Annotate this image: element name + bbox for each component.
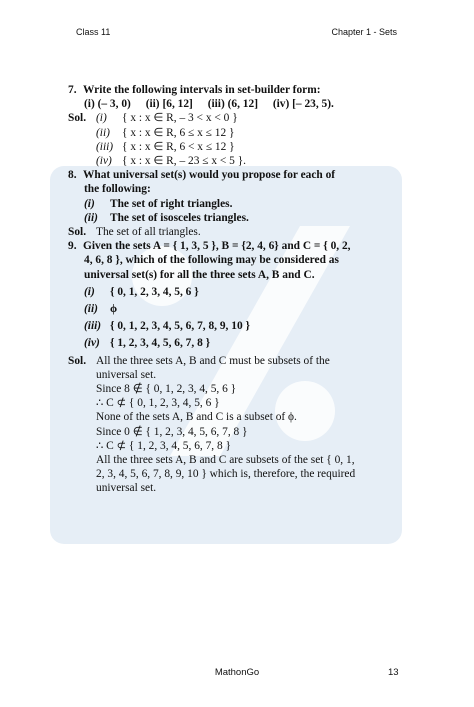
q8-sol-label: Sol. bbox=[68, 226, 87, 239]
q7-answer-label: (i) bbox=[96, 112, 107, 125]
q9-question-line bbox=[68, 253, 408, 267]
q7-question bbox=[68, 83, 408, 97]
q7-text: Write the following intervals in set-builder form: bbox=[83, 84, 321, 96]
q7-solution-line-1 bbox=[68, 111, 408, 125]
q9-solution-line: All the three sets A, B and C are subsets of the set { 0, 1, bbox=[96, 454, 355, 467]
q8-number: 8. bbox=[68, 169, 77, 182]
q8-question-line bbox=[68, 182, 408, 196]
q9-solution-line: 2, 3, 4, 5, 6, 7, 8, 9, 10 } which is, therefore, the required bbox=[96, 468, 356, 481]
q9-part-row bbox=[68, 319, 408, 333]
q9-part-text: { 1, 2, 3, 4, 5, 6, 7, 8 } bbox=[110, 337, 211, 350]
q7-answer-label: (ii) bbox=[96, 126, 110, 139]
q9-text-line: universal set(s) for all the three sets A, B and C. bbox=[84, 268, 315, 281]
q9-question-line bbox=[68, 239, 408, 253]
q9-sol-label: Sol. bbox=[68, 354, 87, 367]
q7-answer-text: { x : x ∈ R, – 3 < x < 0 } bbox=[122, 112, 238, 125]
q9-solution-line: None of the sets A, B and C is a subset of ϕ. bbox=[96, 411, 297, 424]
q9-part-label: (iv) bbox=[84, 337, 100, 350]
page-number: 13 bbox=[388, 667, 399, 678]
header-chapter: Chapter 1 - Sets bbox=[331, 27, 397, 37]
q7-answer-row bbox=[68, 154, 408, 168]
q9-solution-line: universal set. bbox=[96, 482, 157, 495]
q9-text-line: 4, 6, 8 }, which of the following may be considered as bbox=[84, 254, 339, 267]
q8-part-text: The set of right triangles. bbox=[110, 197, 233, 210]
q8-part-text: The set of isosceles triangles. bbox=[110, 211, 249, 224]
q7-option-i: (i) (– 3, 0) bbox=[84, 98, 131, 111]
q8-part-row bbox=[68, 211, 408, 225]
q7-answer-text: { x : x ∈ R, 6 < x ≤ 12 } bbox=[122, 140, 235, 153]
q7-answer-text: { x : x ∈ R, – 23 ≤ x < 5 }. bbox=[122, 155, 247, 168]
q7-sol-label: Sol. bbox=[68, 112, 87, 125]
q8-text-line: the following: bbox=[84, 183, 151, 196]
q7-answer-text: { x : x ∈ R, 6 ≤ x ≤ 12 } bbox=[122, 126, 235, 139]
q7-answer-row bbox=[68, 140, 408, 154]
q8-part-label: (ii) bbox=[84, 211, 98, 224]
q9-part-text: ϕ bbox=[110, 303, 118, 316]
q7-options bbox=[68, 97, 408, 111]
footer-brand: MathonGo bbox=[214, 667, 260, 678]
q9-part-row bbox=[68, 336, 408, 350]
q9-number: 9. bbox=[68, 240, 77, 253]
q7-answer-label: (iv) bbox=[96, 155, 112, 168]
q8-question-line bbox=[68, 168, 408, 182]
document-body bbox=[68, 83, 408, 496]
q9-solution-line: universal set. bbox=[96, 368, 157, 381]
q9-solution-line: ∴ C ⊄ { 1, 2, 3, 4, 5, 6, 7, 8 } bbox=[96, 439, 231, 452]
q9-solution-line bbox=[68, 354, 408, 368]
q9-part-row bbox=[68, 302, 408, 316]
q8-part-row bbox=[68, 197, 408, 211]
q9-question-line bbox=[68, 268, 408, 282]
q8-solution bbox=[68, 225, 408, 239]
q8-text-line: What universal set(s) would you propose for each of bbox=[83, 169, 336, 182]
q8-part-label: (i) bbox=[84, 197, 95, 210]
q9-part-text: { 0, 1, 2, 3, 4, 5, 6 } bbox=[110, 285, 199, 298]
q7-option-iv: (iv) [– 23, 5). bbox=[272, 98, 334, 111]
q9-part-text: { 0, 1, 2, 3, 4, 5, 6, 7, 8, 9, 10 } bbox=[110, 320, 250, 333]
q9-part-label: (iii) bbox=[84, 320, 102, 333]
q7-option-iii: (iii) (6, 12] bbox=[207, 98, 258, 111]
q9-solution-line: Since 8 ∉ { 0, 1, 2, 3, 4, 5, 6 } bbox=[96, 383, 237, 396]
q7-number: 7. bbox=[68, 84, 77, 96]
q7-answer-row bbox=[68, 126, 408, 140]
q7-option-ii: (ii) [6, 12] bbox=[145, 98, 193, 111]
q7-answer-label: (iii) bbox=[96, 140, 114, 153]
q9-solution-line: ∴ C ⊄ { 0, 1, 2, 3, 4, 5, 6 } bbox=[96, 397, 220, 410]
q9-solution-line: Since 0 ∉ { 1, 2, 3, 4, 5, 6, 7, 8 } bbox=[96, 425, 248, 438]
q9-part-row bbox=[68, 285, 408, 299]
q9-part-label: (ii) bbox=[84, 303, 98, 316]
q9-sol-text: All the three sets A, B and C must be subsets of the bbox=[96, 354, 330, 367]
q8-sol-text: The set of all triangles. bbox=[96, 226, 201, 239]
q9-text-line: Given the sets A = { 1, 3, 5 }, B = {2, 4, 6} and C = { 0, 2, bbox=[83, 240, 351, 253]
header-class: Class 11 bbox=[76, 27, 111, 37]
q9-part-label: (i) bbox=[84, 285, 95, 298]
